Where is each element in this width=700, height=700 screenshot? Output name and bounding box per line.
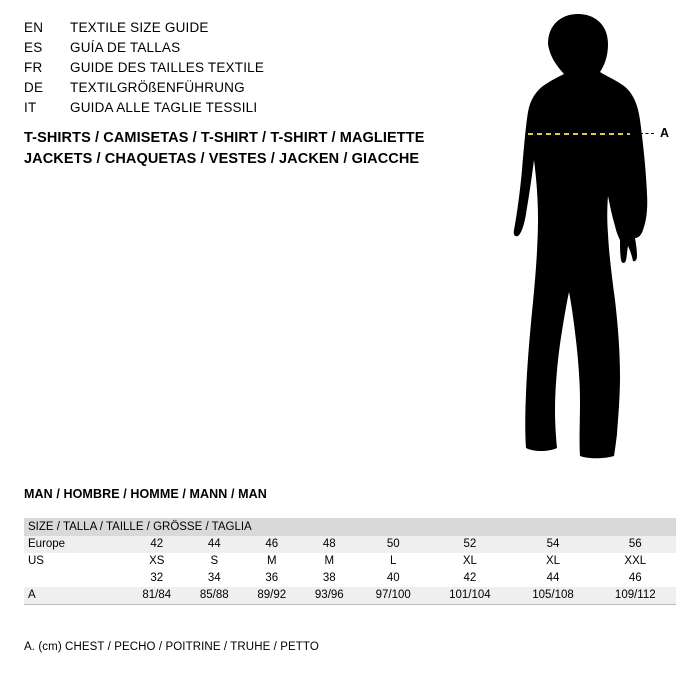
- size-table: [24, 518, 676, 605]
- garment-line-tshirts: T-SHIRTS / CAMISETAS / T-SHIRT / T-SHIRT / MAGLIETTE: [24, 130, 425, 146]
- table-cell: 34: [186, 570, 244, 587]
- language-header-block: [24, 20, 454, 120]
- table-cell: 85/88: [186, 587, 244, 605]
- table-cell: 54: [511, 536, 594, 553]
- table-row: [24, 570, 676, 587]
- table-cell: 46: [595, 570, 676, 587]
- row-label-europe: Europe: [24, 536, 128, 553]
- language-code: ES: [24, 40, 43, 55]
- measure-leader-line: [640, 133, 654, 134]
- language-code: DE: [24, 80, 44, 95]
- language-title: TEXTILE SIZE GUIDE: [70, 20, 209, 35]
- gender-label: MAN / HOMBRE / HOMME / MANN / MAN: [24, 487, 267, 501]
- table-header-label: SIZE / TALLA / TAILLE / GRÖSSE / TAGLIA: [24, 518, 676, 536]
- table-cell: M: [243, 553, 301, 570]
- table-cell: 93/96: [301, 587, 359, 605]
- chest-measure-line: [470, 10, 690, 470]
- language-title: GUIDE DES TAILLES TEXTILE: [70, 60, 265, 75]
- table-cell: L: [358, 553, 428, 570]
- table-cell: S: [186, 553, 244, 570]
- table-cell: 97/100: [358, 587, 428, 605]
- table-cell: 101/104: [428, 587, 511, 605]
- language-code: IT: [24, 100, 37, 115]
- table-row: [24, 536, 676, 553]
- language-row: [24, 40, 454, 60]
- language-title: GUÍA DE TALLAS: [70, 40, 181, 55]
- male-silhouette-figure: [470, 10, 690, 470]
- table-cell: M: [301, 553, 359, 570]
- table-cell: 44: [186, 536, 244, 553]
- table-cell: 81/84: [128, 587, 186, 605]
- table-cell: 46: [243, 536, 301, 553]
- table-cell: 42: [428, 570, 511, 587]
- table-cell: 38: [301, 570, 359, 587]
- garment-category-block: [24, 128, 464, 170]
- table-cell: 109/112: [595, 587, 676, 605]
- table-cell: 52: [428, 536, 511, 553]
- table-header-row: [24, 518, 676, 536]
- measure-label-a: A: [660, 126, 670, 140]
- table-cell: 56: [595, 536, 676, 553]
- table-row: [24, 587, 676, 605]
- table-cell: 105/108: [511, 587, 594, 605]
- language-code: FR: [24, 60, 43, 75]
- table-cell: 48: [301, 536, 359, 553]
- table-row: [24, 553, 676, 570]
- table-cell: XL: [511, 553, 594, 570]
- language-row: [24, 80, 454, 100]
- table-cell: 36: [243, 570, 301, 587]
- table-cell: 89/92: [243, 587, 301, 605]
- table-cell: 40: [358, 570, 428, 587]
- row-label-a: A: [24, 587, 128, 605]
- table-cell: 44: [511, 570, 594, 587]
- table-cell: 50: [358, 536, 428, 553]
- table-cell: XL: [428, 553, 511, 570]
- measurement-footnote: A. (cm) CHEST / PECHO / POITRINE / TRUHE / PETTO: [24, 641, 319, 653]
- row-label-us: US: [24, 553, 128, 570]
- language-code: EN: [24, 20, 44, 35]
- language-title: GUIDA ALLE TAGLIE TESSILI: [70, 100, 258, 115]
- table-cell: XS: [128, 553, 186, 570]
- language-row: [24, 100, 454, 120]
- table-cell: XXL: [595, 553, 676, 570]
- table-cell: 42: [128, 536, 186, 553]
- table-cell: 32: [128, 570, 186, 587]
- language-row: [24, 60, 454, 80]
- row-label-us-numeric: [24, 570, 128, 587]
- garment-line-jackets: JACKETS / CHAQUETAS / VESTES / JACKEN / GIACCHE: [24, 151, 420, 167]
- language-title: TEXTILGRÖßENFÜHRUNG: [70, 80, 245, 95]
- language-row: [24, 20, 454, 40]
